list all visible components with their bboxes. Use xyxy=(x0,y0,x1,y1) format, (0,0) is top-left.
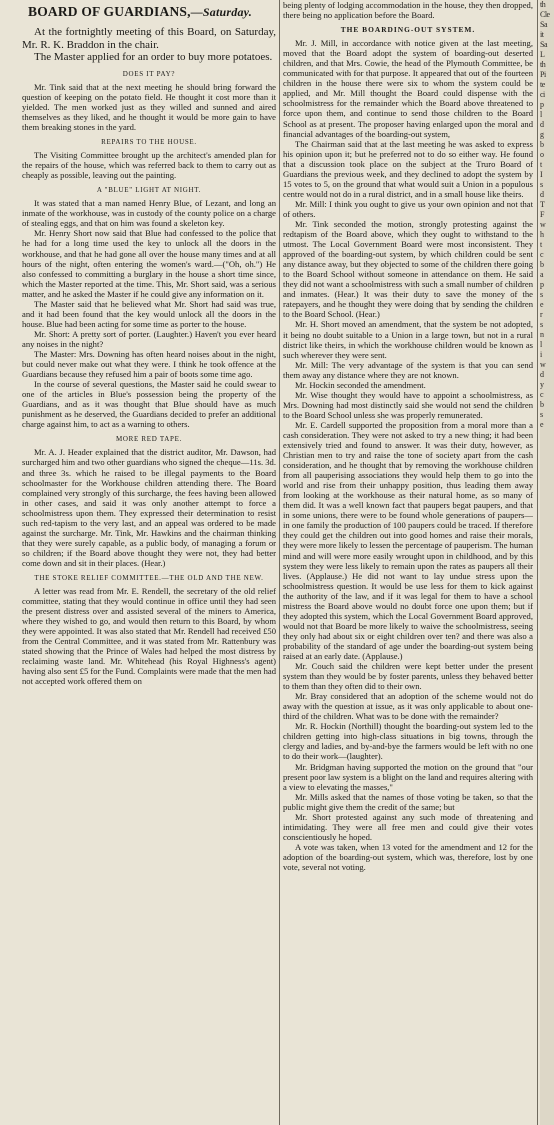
article-paragraph: Mr. Henry Short now said that Blue had confessed to the police that he had for a long time used the key to unlock all the doors in the workhouse, and that he had gone all over the house many times and at all hours of the night, often entering the women's ward.—("Oh, oh.") He also confessed to committing a burglary in the house a short time since, which the Master reported at the time. This, Mr. Short said, was a serious matter, and he asked the Master if he could give any information on it. xyxy=(22,228,276,299)
article-paragraph: Mr. E. Cardell supported the proposition from a moral more than a cash consideration. They were not asked to try a new thing; it had been extensively tried and found to answer. It was their duty, however, as Christian men to try and raise the tone of society apart from the cash consideration, and he thought that by removing the workhouse children from all pauperising associations they would help them to go into the world and rise from their unhappy position, thus leading them away from looking at the workhouse as their natural home, as so many of them did. It was a well known fact that paupers begat paupers, and that in some unions, there were to be found whole generations of paupers—in one family the production of 100 paupers could be traced. If therefore they could get the children out into good homes and raise their morals, they were more likely to lessen the percentage of pauperism. The human mind and will were more easily wrought upon in childhood, and by this system they were less likely to remain upon the rates as paupers all their lives. (Applause.) He did not want to lay undue stress upon the schoolmistress question. It would be use less for them to kick against the authority of the law, and if it was legal for them to have a school mistress the Board above would no doubt force one upon them; but if they adopted this system, which the Local Government Board approved, would not that Board be more likely to waive the schoolmistress, seeing they only had about six or eight children over ten? and there was also a probability of the standard of age under the boarding-out system being raised at an early date. (Applause.) xyxy=(283,419,533,661)
article-paragraph: Mr. Bridgman having supported the motion on the ground that "our present poor law system is a blight on the land and requires altering with a view to elevating the masses," xyxy=(283,761,533,792)
edge-fragment: t xyxy=(540,160,542,169)
edge-fragment: i xyxy=(540,350,542,359)
edge-fragment: d xyxy=(540,370,544,379)
edge-fragment: n xyxy=(540,330,544,339)
edge-fragment: r xyxy=(540,310,543,319)
masthead-dash: — xyxy=(190,5,203,19)
article-paragraph: Mr. Short: A pretty sort of porter. (Laughter.) Haven't you ever heard any noises in the night? xyxy=(22,328,276,349)
article-paragraph: Mr. Short protested against any such mode of threatening and intimidating. They were all free men and could give their votes conscientiously he hoped. xyxy=(283,811,533,842)
section-heading: REPAIRS TO THE HOUSE. xyxy=(101,138,197,147)
edge-fragment: o xyxy=(540,150,544,159)
edge-fragment: l xyxy=(540,340,542,349)
intro-paragraph: At the fortnightly meeting of this Board, on Saturday, Mr. R. K. Braddon in the chair. xyxy=(22,26,276,51)
edge-fragment: d xyxy=(540,120,544,129)
article-paragraph: The Chairman said that at the last meeting he was asked to express his opinion upon it; but he preferred not to do so either way. He found that a discussion took place on the subject at the Truro Board of Guardians the previous week, and they declined to adopt the system by 15 votes to 5, on the ground that what would suit a Union in a populous centre would not do in a rural district, and in a small house like theirs. xyxy=(283,138,533,199)
article-paragraph: Mr. Mill: The very advantage of the system is that you can send them away any distance where they are not known. xyxy=(283,359,533,380)
right-sections xyxy=(283,25,533,872)
article-paragraph: Mr. Bray considered that an adoption of the scheme would not do away with the question at issue, as it was only applicable to about one-third of the children. What was to be done with the remainder? xyxy=(283,691,533,722)
section-heading: A "BLUE" LIGHT AT NIGHT. xyxy=(96,186,202,195)
article-paragraph: Mr. Mill: I think you ought to give us your own opinion and not that of others. xyxy=(283,198,533,219)
edge-fragment: s xyxy=(540,180,543,189)
section-heading: DOES IT PAY? xyxy=(122,69,176,78)
edge-fragment: Sa xyxy=(540,20,547,29)
edge-fragment: ci xyxy=(540,90,545,99)
article-paragraph: In the course of several questions, the Master said he could swear to one of the articles in Blue's possession being the property of the Guardians, and as it was thought that Blue should have as much punishment as he deserved, the Guardians decided to prefer an additional charge against him, to act as a warning to others. xyxy=(22,379,276,430)
edge-fragment: e xyxy=(540,300,544,309)
edge-fragment: l xyxy=(540,110,542,119)
edge-fragment: w xyxy=(540,220,546,229)
article-paragraph: Mr. H. Short moved an amendment, that the system be not adopted, it being no doubt suitable to a Union in a large town, but not in a rural district like theirs, in which the workhouse children would be known as such wherever they were sent. xyxy=(283,319,533,360)
column-rule xyxy=(279,0,280,1125)
carryover-fragment: being plenty of lodging accommodation in the house, they then dropped, there being no application before the Board. xyxy=(283,0,533,21)
edge-fragment: Pi xyxy=(540,70,546,79)
article-paragraph: Mr. Couch said the children were kept better under the present system than they would be by foster parents, unless they behaved better to them than they often did to their own. xyxy=(283,661,533,692)
edge-fragment: F xyxy=(540,210,544,219)
edge-fragment: a xyxy=(540,270,544,279)
article-paragraph: Mr. Mills asked that the names of those voting be taken, so that the public might give them the credit of the same; but xyxy=(283,791,533,812)
right-column xyxy=(283,0,533,1125)
edge-fragment: s xyxy=(540,320,543,329)
edge-fragment: it xyxy=(540,30,544,39)
edge-fragment: t xyxy=(540,240,542,249)
masthead-day: Saturday. xyxy=(202,5,252,19)
article-paragraph: The Master said that he believed what Mr. Short had said was true, and it had been found that the key would unlock all the doors in the house. Blue had been acting for some time as porter to the house. xyxy=(22,298,276,329)
edge-fragment: th xyxy=(540,0,546,9)
article-paragraph: Mr. J. Mill, in accordance with notice given at the last meeting, moved that the Board adopt the system of boarding-out deserted children, and that Mrs. Cowie, the head of the Plymouth Committee, be communicated with for that purpose. It appeared that out of the fourteen children in the house there were six to whom the system could be applied, and Mr. Mill thought the Board could dispense with the schoolmistress for the remainder which the Board above threatened to force upon them, and continue to send those children to the Board School as at present. The proposer having enlarged upon the moral and financial advantages of the boarding-out system, xyxy=(283,38,533,139)
article-paragraph: The Master: Mrs. Downing has often heard noises about in the night, but could never make out what they were. I think he took offence at the Guardians because they refused him a pair of boots some time ago. xyxy=(22,349,276,380)
edge-fragment: Sa xyxy=(540,40,547,49)
edge-fragment: p xyxy=(540,280,544,289)
masthead-title: BOARD OF GUARDIANS, xyxy=(28,4,191,19)
edge-fragment: g xyxy=(540,130,544,139)
edge-fragment: th xyxy=(540,60,546,69)
edge-fragment: b xyxy=(540,400,544,409)
edge-fragment: w xyxy=(540,360,546,369)
edge-fragment: c xyxy=(540,390,544,399)
edge-fragment: c xyxy=(540,250,544,259)
adjacent-column-fragment xyxy=(540,0,554,1125)
edge-fragment: d xyxy=(540,190,544,199)
article-paragraph: Mr. R. Hockin (Northill) thought the boarding-out system led to the children getting into high-class situations in big towns, through the clergy and ladies, and by-and-bye the farmers would be left with no one to do their work—(laughter). xyxy=(283,721,533,762)
article-paragraph: Mr. Tink seconded the motion, strongly protesting against the redtapism of the Board above, which they ought to withstand to the utmost. The Local Government Board were most inconsistent. They approved of the boarding-out system, by which children could be sent any distance away, but they objected to some of the children there going to the Board School without someone in attendance on them. He said they did not want a schoolmistress with such a small number of children and inmates. (Hear.) It was their duty to save the money of the ratepayers, and he thought they were doing that by sending the children to the Board School. (Hear.) xyxy=(283,218,533,320)
article-paragraph: A letter was read from Mr. E. Rendell, the secretary of the old relief committee, stating that they would continue in office until they had seen the present distress over and assisted several of the miners to America, where they wished to go, and would then return to this Board, by whom they were appointed. It was also stated that Mr. Rendell had received £50 from the Central Committee, and it was stated from Mr. Rattenbury was stated showing that the Prince of Wales had helped the most distress by reclaiming waste land. Mr. Whitehead (his Royal Highness's agent) having also sent £5 for the Fund. Complaints were made that the men had not accepted work offered them on xyxy=(22,586,276,687)
edge-fragment: p xyxy=(540,100,544,109)
intro-paragraph: The Master applied for an order to buy more potatoes. xyxy=(34,51,273,64)
left-column xyxy=(22,0,276,1125)
edge-fragment: e xyxy=(540,420,544,429)
column-rule xyxy=(537,0,538,1125)
section-heading: MORE RED TAPE. xyxy=(115,435,183,444)
edge-fragment: s xyxy=(540,290,543,299)
edge-fragment: Cle xyxy=(540,10,550,19)
article-paragraph: Mr. Wise thought they would have to appoint a schoolmistress, as Mrs. Downing had most distinctly said she would not send the children to the Board School unless she was properly remunerated. xyxy=(283,389,533,420)
article-paragraph: Mr. Tink said that at the next meeting he should bring forward the question of keeping on the potato field. He thought it cost more than it yielded. The men worked just as they willed and sunned and aired themselves as they liked, and he thought it would be more gain to have them breaking stones in the yard. xyxy=(22,81,276,133)
section-heading: THE BOARDING-OUT SYSTEM. xyxy=(340,25,476,35)
edge-fragment: te xyxy=(540,80,545,89)
edge-fragment: b xyxy=(540,140,544,149)
edge-fragment: I xyxy=(540,170,543,179)
article-paragraph: A vote was taken, when 13 voted for the amendment and 12 for the adoption of the boarding-out system, which was, therefore, lost by one vote, several not voting. xyxy=(283,841,533,872)
article-paragraph: Mr. Hockin seconded the amendment. xyxy=(295,379,426,390)
edge-fragment: T xyxy=(540,200,545,209)
edge-fragment: h xyxy=(540,230,544,239)
edge-fragment: b xyxy=(540,260,544,269)
article-paragraph: Mr. A. J. Header explained that the district auditor, Mr. Dawson, had surcharged him and two other guardians who signed the cheque—11s. 3d. and three 3s. which he raised to be illegal payments to the Board schoolmaster for the Workhouse children attending there. The Board complained very strongly of this surcharge, the fees having been allowed in other cases, and said it was only another attempt to force a schoolmistress upon them. They expressed their determination to resist such red-tapism to the very last, and an appeal was ordered to be made against the surcharge. Mr. Tink, Mr. Hawkins and the chairman thinking that they were surely capable, as a public body, of managing a forum or so children; if the Board above thought they were not, they had better come down and sit in their places. (Hear.) xyxy=(22,447,276,568)
section-heading: THE STOKE RELIEF COMMITTEE.—THE OLD AND THE NEW. xyxy=(34,573,264,582)
article-paragraph: It was stated that a man named Henry Blue, of Lezant, and long an inmate of the workhouse, was in custody of the county police on a charge of stealing eggs, and that on him was found a skeleton key. xyxy=(22,198,276,229)
article-paragraph: The Visiting Committee brought up the architect's amended plan for the repairs of the house, which was referred back to them to carry out as cheaply as possible, leaving out the painting. xyxy=(22,150,276,181)
article-masthead xyxy=(28,4,276,20)
edge-fragment: y xyxy=(540,380,544,389)
left-sections xyxy=(22,69,276,687)
edge-fragment: s xyxy=(540,410,543,419)
edge-fragment: L xyxy=(540,50,545,59)
